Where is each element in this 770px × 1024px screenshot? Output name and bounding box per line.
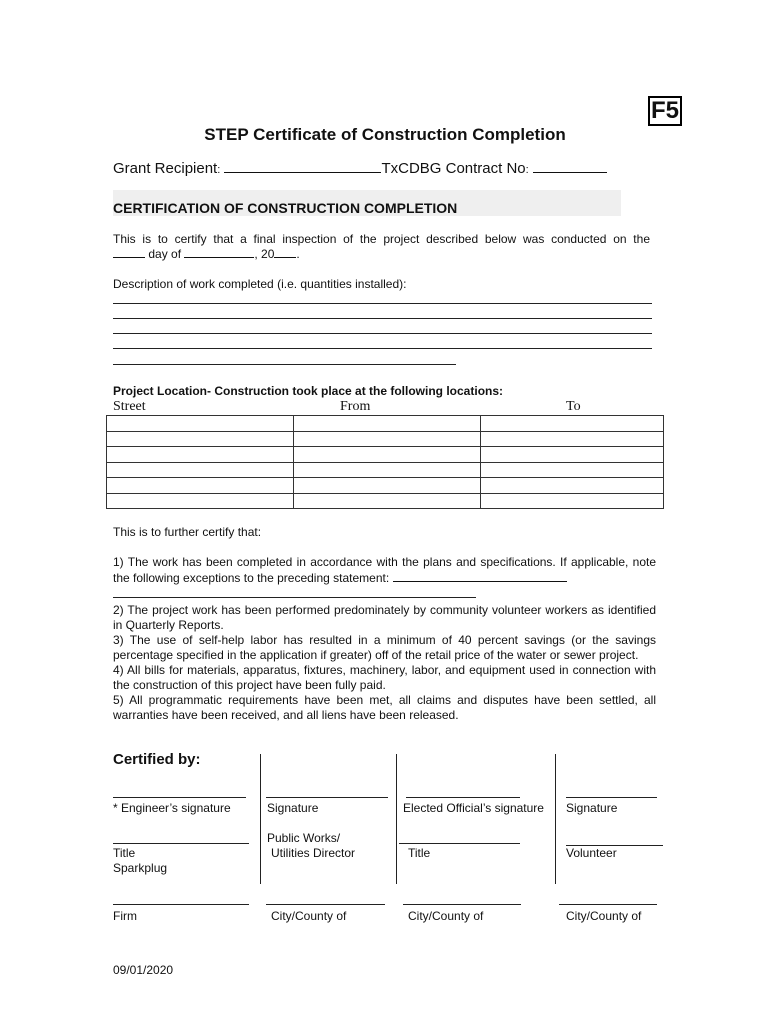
day-of-label: day of [148,247,182,261]
street-cell[interactable] [107,478,294,494]
official-city-label: City/County of [408,909,484,923]
volunteer-signature-line[interactable] [566,797,657,798]
certify-line2 [113,246,300,262]
from-cell[interactable] [294,416,481,432]
to-cell[interactable] [481,493,664,509]
table-row [107,447,664,463]
item-3: 3) The use of self-help labor has resulted in a minimum of 40 percent savings (or the savings percentage specified in the application if greater) off of the retail price of the water or sewer project. [113,633,656,662]
volunteer-title-label: Volunteer [566,846,617,860]
month-field[interactable] [184,246,254,258]
director-title-label: Public Works/ [267,831,341,845]
official-title-line[interactable] [399,843,520,844]
exceptions-line-2[interactable] [113,597,476,598]
col-from: From [340,399,371,414]
item-2: 2) The project work has been performed predominately by community volunteer workers as identified in Quarterly Reports. [113,603,656,632]
volunteer-city-label: City/County of [566,909,642,923]
contract-number-field[interactable] [533,158,607,173]
street-cell[interactable] [107,416,294,432]
official-city-line[interactable] [403,904,521,905]
description-line-3[interactable] [113,333,652,334]
form-code-badge: F5 [648,96,682,126]
engineer-firm-label: Firm [113,909,137,923]
year-field[interactable] [274,246,296,258]
grant-recipient-field[interactable] [224,158,381,173]
from-cell[interactable] [294,478,481,494]
volunteer-signature-label: Signature [566,801,618,815]
location-heading: Project Location- Construction took place at the following locations: [113,384,504,398]
item-1 [113,555,656,586]
official-signature-label: Elected Official’s signature [403,801,544,815]
item-4: 4) All bills for materials, apparatus, fixtures, machinery, labor, and equipment used in connection with the construction of this project have been fully paid. [113,663,656,692]
street-cell[interactable] [107,493,294,509]
to-cell[interactable] [481,447,664,463]
contract-label: TxCDBG Contract No [381,160,526,177]
from-cell[interactable] [294,462,481,478]
to-cell[interactable] [481,431,664,447]
day-field[interactable] [113,246,145,258]
street-cell[interactable] [107,462,294,478]
engineer-title-label: Title [113,846,136,860]
table-row [107,478,664,494]
description-label: Description of work completed (i.e. quantities installed): [113,277,407,291]
engineer-signature-label: * Engineer’s signature [113,801,231,815]
to-cell[interactable] [481,478,664,494]
item-list [113,603,656,723]
column-divider [555,754,556,884]
exceptions-field[interactable] [393,570,567,582]
section-title: CERTIFICATION OF CONSTRUCTION COMPLETION [113,200,458,216]
director-signature-line[interactable] [266,797,388,798]
table-row [107,493,664,509]
director-city-label: City/County of [271,909,347,923]
director-title-label-2: Utilities Director [271,846,356,860]
official-signature-line[interactable] [406,797,520,798]
column-divider [260,754,261,884]
description-line-2[interactable] [113,318,652,319]
item-5: 5) All programmatic requirements have been met, all claims and disputes have been settled, all warranties have been received, and all liens have been released. [113,693,656,722]
col-to: To [566,399,581,414]
street-cell[interactable] [107,431,294,447]
official-title-label: Title [408,846,431,860]
engineer-signature-line[interactable] [113,797,246,798]
volunteer-city-line[interactable] [559,904,657,905]
further-intro: This is to further certify that: [113,525,262,539]
certify-line1: This is to certify that a final inspection of the project described below was conducted on the [113,232,650,246]
engineer-title-line[interactable] [113,843,249,844]
location-table [106,415,664,509]
from-cell[interactable] [294,447,481,463]
table-row [107,462,664,478]
contract-colon: : [525,164,529,176]
certified-by-heading: Certified by: [113,751,201,768]
year-prefix: , 20 [254,247,275,261]
table-row [107,416,664,432]
item-1-text: 1) The work has been completed in accordance with the plans and specifications. If applicable, note the following exceptions to the preceding statement: [113,555,656,585]
street-cell[interactable] [107,447,294,463]
page-title: STEP Certificate of Construction Completion [204,125,566,144]
table-row [107,431,664,447]
grant-colon: : [217,164,221,176]
engineer-title-label-2: Sparkplug [113,861,168,875]
column-divider [396,754,397,884]
to-cell[interactable] [481,416,664,432]
from-cell[interactable] [294,431,481,447]
certify-period: . [296,247,300,261]
director-signature-label: Signature [267,801,319,815]
grant-recipient-label: Grant Recipient [113,160,218,177]
director-city-line[interactable] [266,904,385,905]
description-line-1[interactable] [113,303,652,304]
description-line-5[interactable] [113,364,456,365]
col-street: Street [113,399,146,414]
footer-date: 09/01/2020 [113,963,174,977]
to-cell[interactable] [481,462,664,478]
engineer-firm-line[interactable] [113,904,249,905]
description-line-4[interactable] [113,348,652,349]
from-cell[interactable] [294,493,481,509]
grant-header [113,158,607,177]
